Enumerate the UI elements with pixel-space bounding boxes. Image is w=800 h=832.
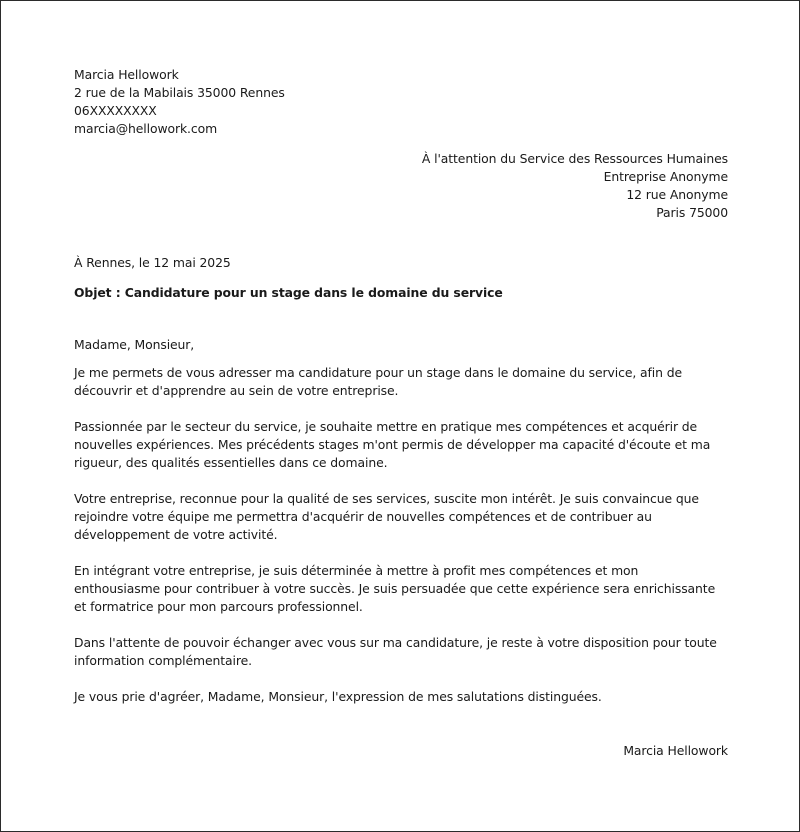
sender-email: marcia@hellowork.com xyxy=(74,121,218,136)
letter-signature: Marcia Hellowork xyxy=(623,743,728,758)
sender-phone: 06XXXXXXXX xyxy=(74,103,157,118)
letter-salutation: Madame, Monsieur, xyxy=(74,337,195,352)
letter-subject: Objet : Candidature pour un stage dans le domaine du service xyxy=(74,285,503,300)
sender-block xyxy=(74,66,728,138)
letter-paragraph: Votre entreprise, reconnue pour la qualité de ses services, suscite mon intérêt. Je suis convaincue que rejoindre votre équipe me permettra d'acquérir de nouvelles compétences et de contribuer au développement de votre activité. xyxy=(74,491,699,542)
recipient-company: Entreprise Anonyme xyxy=(603,169,728,184)
letter-paragraph: En intégrant votre entreprise, je suis déterminée à mettre à profit mes compétences et mon enthousiasme pour contribuer à votre succès. Je suis persuadée que cette expérience sera enrichissante et formatrice pour mon parcours professionnel. xyxy=(74,563,716,614)
sender-address: 2 rue de la Mabilais 35000 Rennes xyxy=(74,85,285,100)
letter-paragraph: Passionnée par le secteur du service, je souhaite mettre en pratique mes compétences et acquérir de nouvelles expériences. Mes précédents stages m'ont permis de développer ma capacité d'écoute et ma rigueur, des qualités essentielles dans ce domaine. xyxy=(74,419,711,470)
recipient-city: Paris 75000 xyxy=(656,205,728,220)
letter-closing: Je vous prie d'agréer, Madame, Monsieur, l'expression de mes salutations distinguées. xyxy=(74,689,602,704)
recipient-attention: À l'attention du Service des Ressources Humaines xyxy=(421,151,728,166)
letter-paragraph: Dans l'attente de pouvoir échanger avec vous sur ma candidature, je reste à votre disposition pour toute information complémentaire. xyxy=(74,635,717,668)
recipient-block xyxy=(74,150,728,222)
letter-date: À Rennes, le 12 mai 2025 xyxy=(74,255,231,270)
recipient-street: 12 rue Anonyme xyxy=(626,187,728,202)
sender-name: Marcia Hellowork xyxy=(74,67,179,82)
letter-content xyxy=(74,66,728,760)
letter-paragraph: Je me permets de vous adresser ma candidature pour un stage dans le domaine du service, afin de découvrir et d'apprendre au sein de votre entreprise. xyxy=(74,365,683,398)
